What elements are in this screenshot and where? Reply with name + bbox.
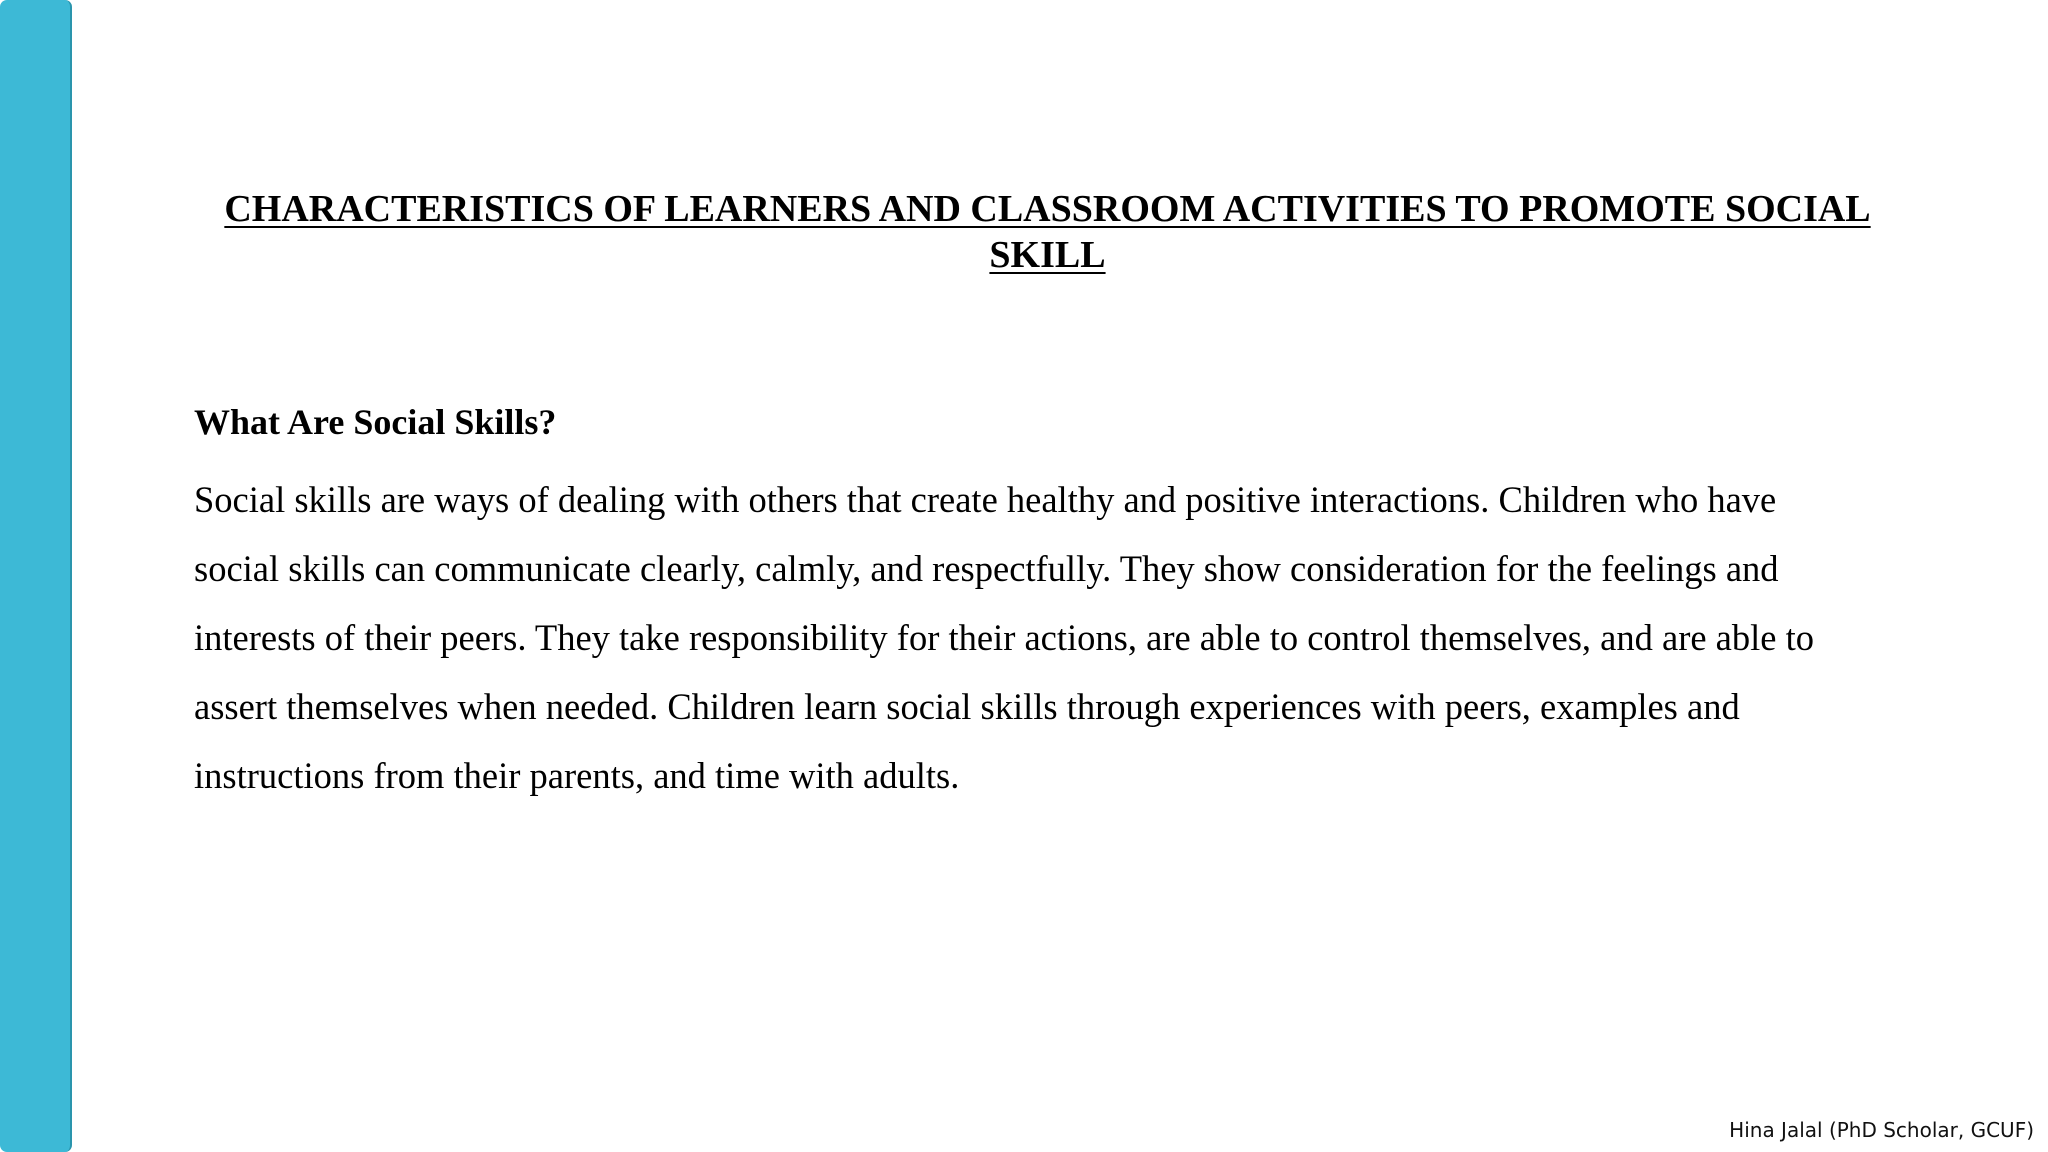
- accent-side-bar: [0, 0, 72, 1152]
- body-line: Social skills are ways of dealing with others that create healthy and positive interactions. Children who have: [194, 479, 1777, 520]
- body-line: social skills can communicate clearly, calmly, and respectfully. They show consideration for the feelings and: [194, 548, 1779, 589]
- body-line: interests of their peers. They take responsibility for their actions, are able to control themselves, and are able to: [194, 617, 1814, 658]
- body-line: instructions from their parents, and time with adults.: [194, 755, 960, 796]
- section-heading: What Are Social Skills?: [194, 402, 557, 442]
- slide-title: CHARACTERISTICS OF LEARNERS AND CLASSROOM ACTIVITIES TO PROMOTE SOCIAL SKILL: [224, 188, 1871, 276]
- body-paragraph: [194, 465, 1914, 810]
- body-line: assert themselves when needed. Children learn social skills through experiences with peers, examples and: [194, 686, 1740, 727]
- footer-author: Hina Jalal (PhD Scholar, GCUF): [1729, 1118, 2034, 1142]
